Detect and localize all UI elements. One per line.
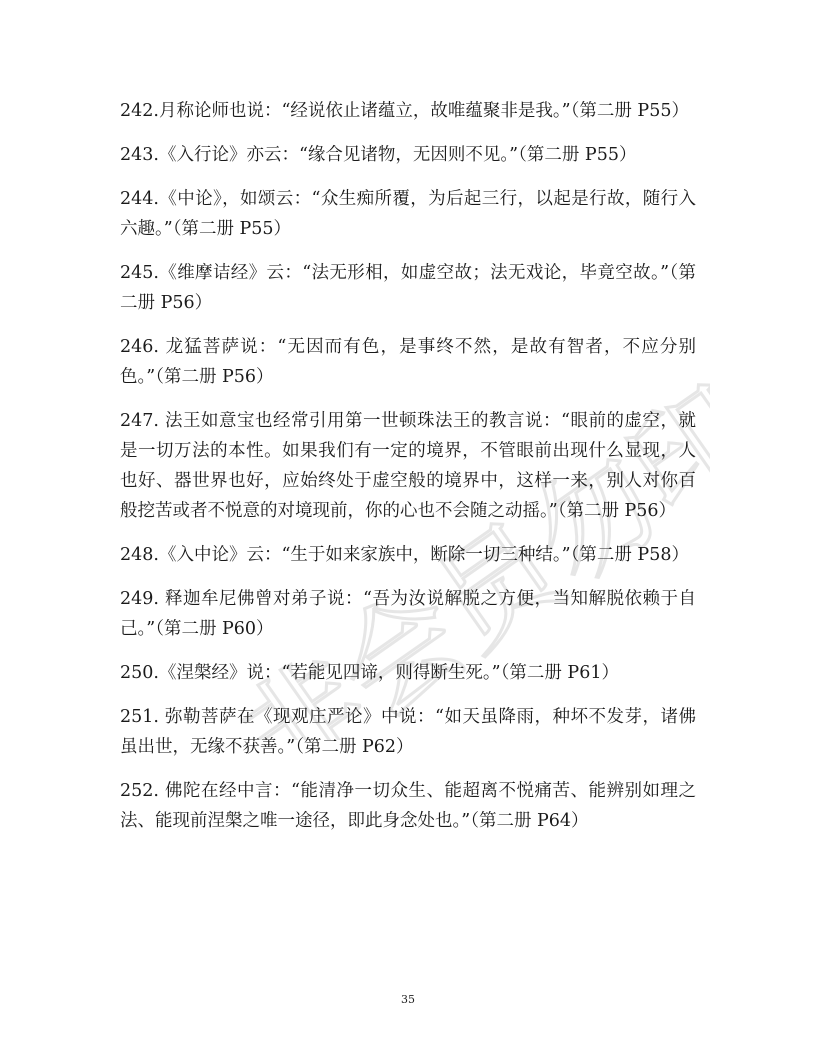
entry-249: 249. 释迦牟尼佛曾对弟子说：“吾为汝说解脱之方便，当知解脱依赖于自己。”（第二册 P60）: [120, 589, 696, 639]
page-number: 35: [401, 993, 415, 1006]
entry-242: 242.月称论师也说：“经说依止诸蕴立，故唯蕴聚非是我。”（第二册 P55）: [120, 101, 689, 121]
entry-252: 252. 佛陀在经中言：“能清净一切众生、能超离不悦痛苦、能辨别如理之法、能现前涅槃之唯一途径，即此身念处也。”（第二册 P64）: [120, 781, 696, 831]
entry-250: 250.《涅槃经》说：“若能见四谛，则得断生死。”（第二册 P61）: [120, 663, 619, 683]
entry-248: 248.《入中论》云：“生于如来家族中，断除一切三种结。”（第二册 P58）: [120, 545, 689, 565]
watermark-text: 非会员勿印: [217, 360, 710, 740]
entry-244: 244.《中论》，如颂云：“众生痴所覆，为后起三行，以起是行故，随行入六趣。”（第二册 P55）: [120, 189, 696, 239]
entry-245: 245.《维摩诘经》云：“法无形相，如虚空故；法无戏论，毕竟空故。”（第二册 P56）: [120, 263, 696, 313]
entry-246: 246. 龙猛菩萨说：“无因而有色，是事终不然，是故有智者，不应分别色。”（第二册 P56）: [120, 337, 696, 387]
entry-243: 243.《入行论》亦云：“缘合见诸物，无因则不见。”（第二册 P55）: [120, 145, 637, 165]
entry-list: [120, 96, 696, 850]
entry-247: 247. 法王如意宝也经常引用第一世顿珠法王的教言说：“眼前的虚空，就是一切万法的本性。如果我们有一定的境界，不管眼前出现什么显现，人也好、器世界也好，应始终处于虚空般的境界中，这样一来，别人对你百般挖苦或者不悦意的对境现前，你的心也不会随之动摇。”（第二册 P56）: [120, 411, 696, 521]
entry-251: 251. 弥勒菩萨在《现观庄严论》中说：“如天虽降雨，种坏不发芽，诸佛虽出世，无缘不获善。”（第二册 P62）: [120, 707, 696, 757]
